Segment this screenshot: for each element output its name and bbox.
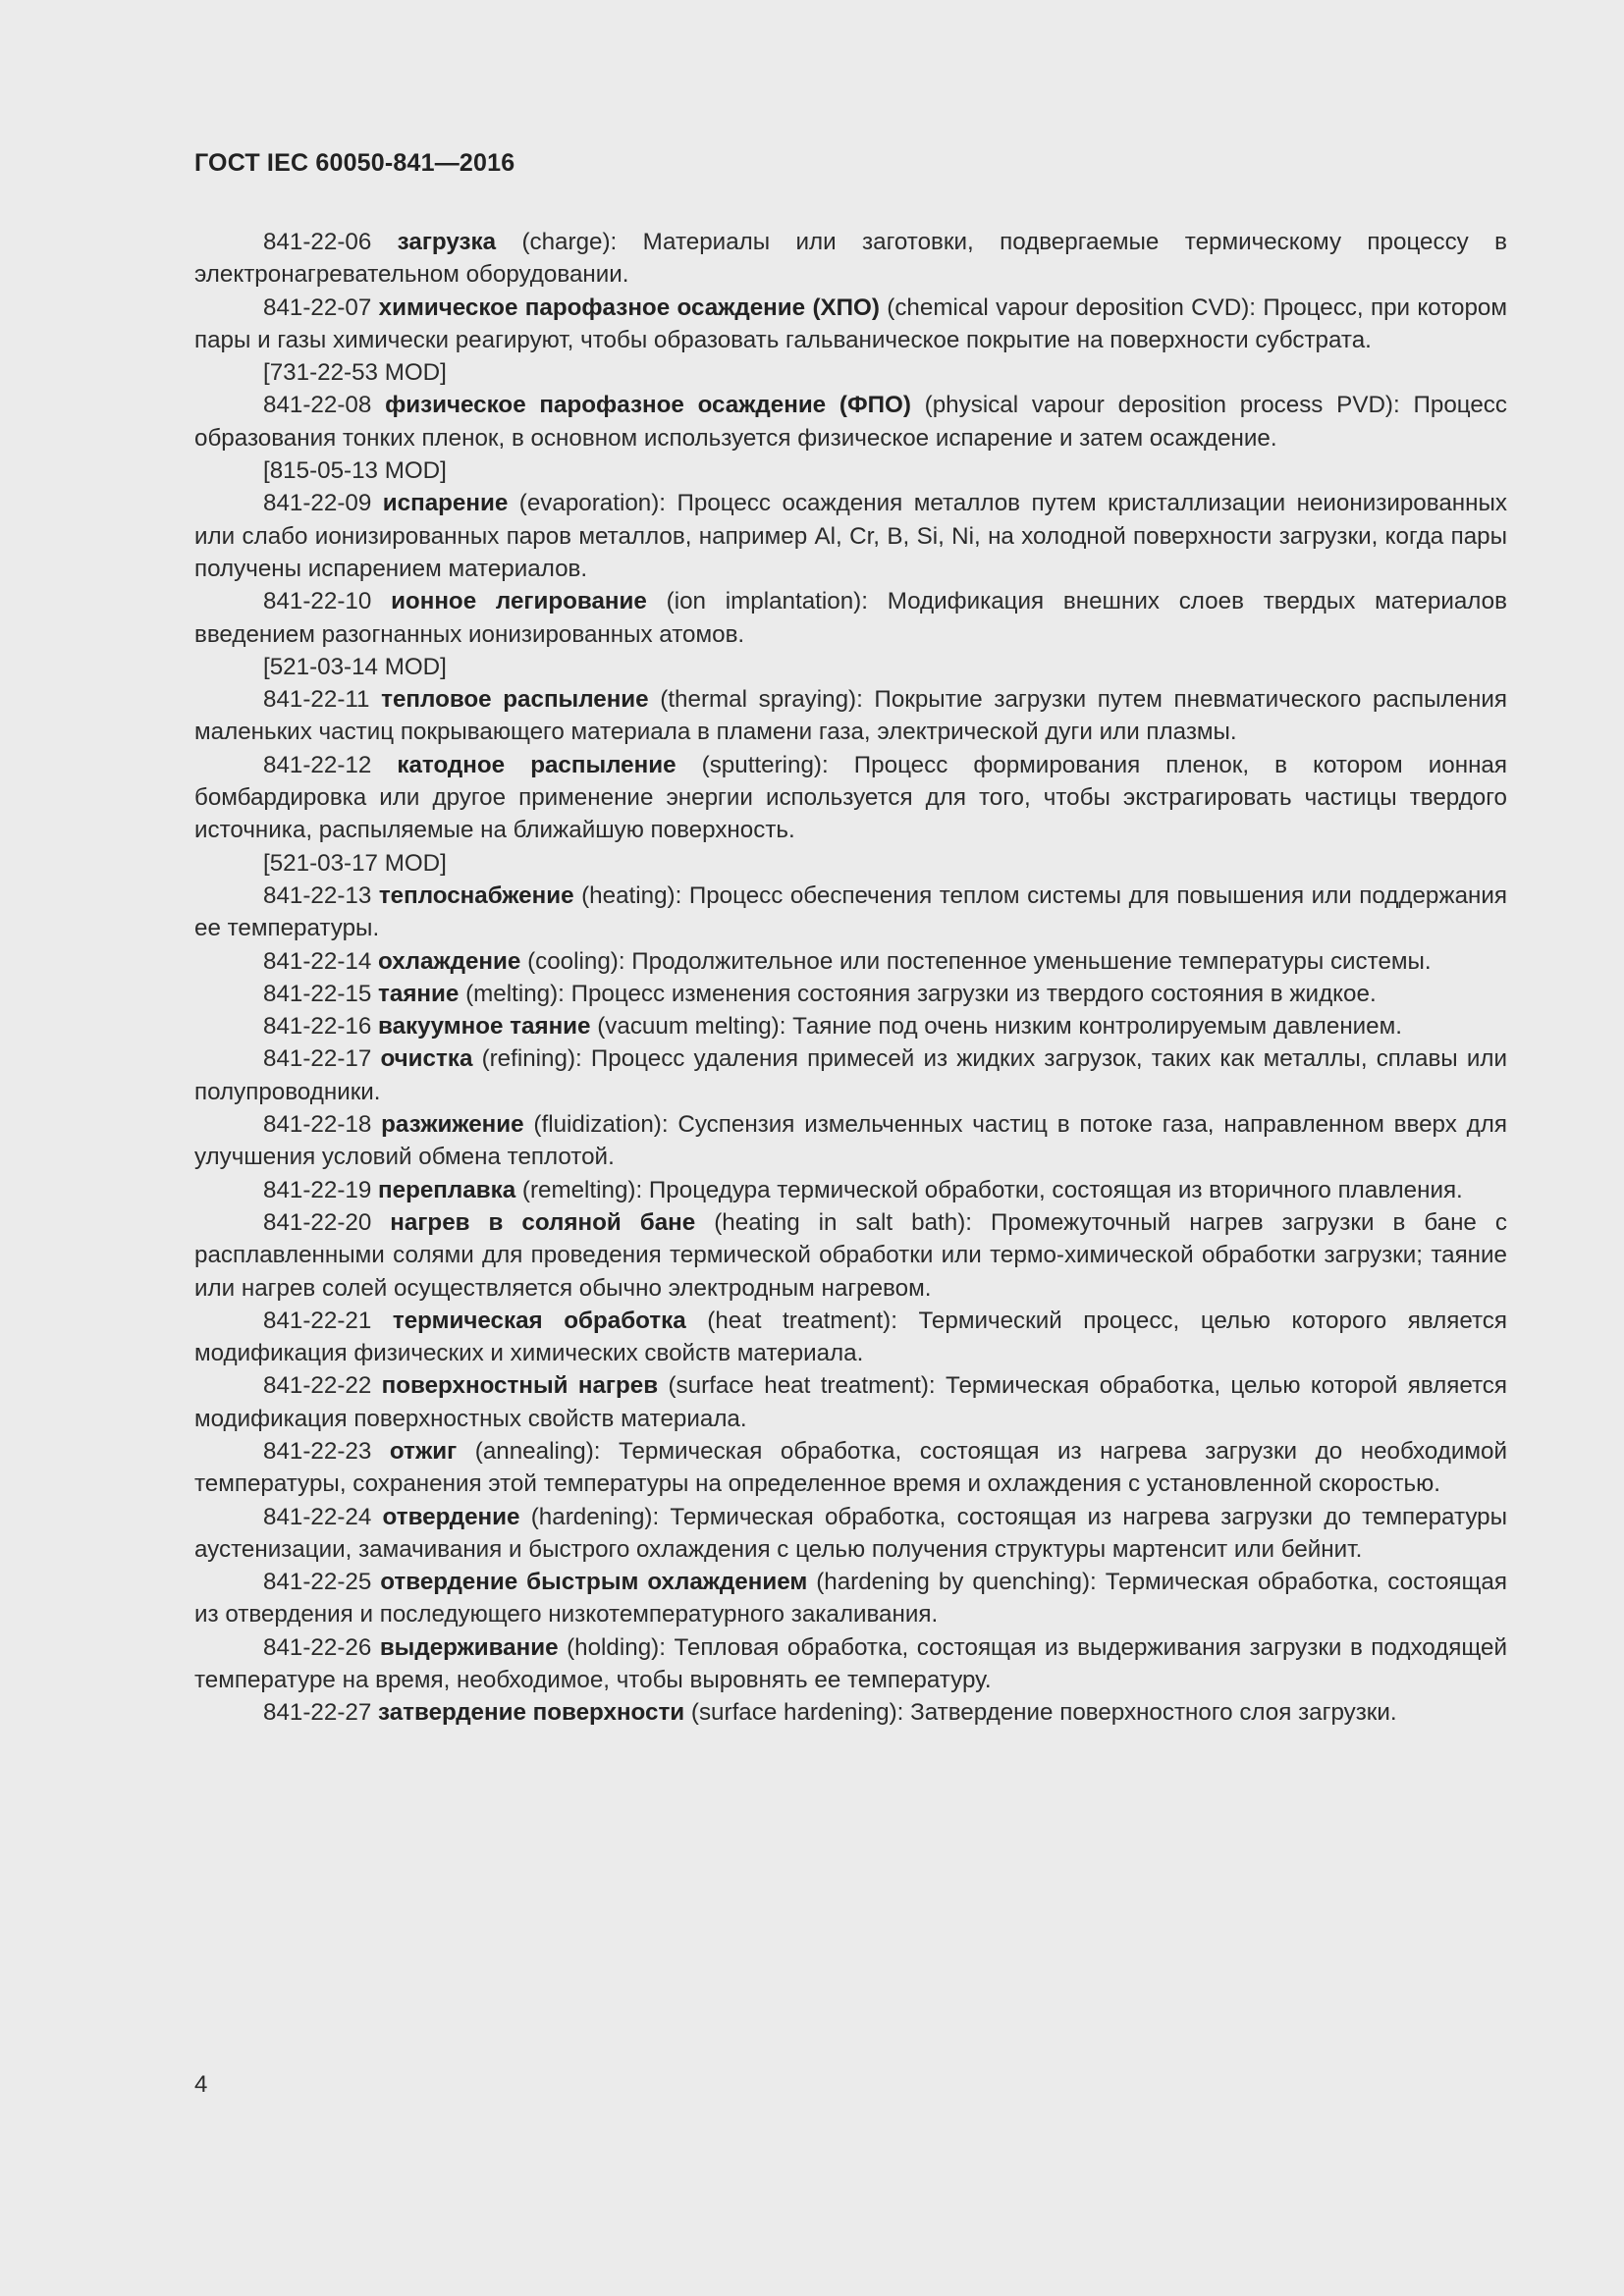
glossary-entry	[194, 1435, 1507, 1501]
entry-code: 841-22-26	[263, 1633, 372, 1661]
entry-term: химическое парофазное осаждение (ХПО)	[378, 294, 880, 321]
glossary-entry	[194, 1108, 1507, 1174]
entry-definition: (evaporation): Процесс осаждения металлов путем кристаллизации неионизированных или слабо ионизированных паров металлов, например Al, Cr, B, Si, Ni, на холодной поверхности загрузки, когда пары получены испарением материалов.	[194, 490, 1507, 582]
glossary-entry	[194, 978, 1507, 1010]
entry-definition: (heating): Процесс обеспечения теплом системы для повышения или поддержания ее температуры.	[194, 881, 1507, 942]
glossary-entry	[194, 1010, 1507, 1042]
entry-code: 841-22-27	[263, 1699, 372, 1727]
entry-definition: (surface hardening): Затвердение поверхностного слоя загрузки.	[684, 1699, 1397, 1727]
entry-code: 841-22-08	[263, 392, 372, 419]
glossary-entry	[194, 1042, 1507, 1108]
entry-definition: (heat treatment): Термический процесс, целью которого является модификация физических и химических свойств материала.	[194, 1307, 1507, 1367]
entry-definition: (charge): Материалы или заготовки, подвергаемые термическому процессу в электронагревательном оборудовании.	[194, 229, 1507, 289]
entry-term: поверхностный нагрев	[381, 1372, 659, 1400]
entry-code: [521-03-17 MOD]	[263, 849, 447, 877]
entry-term: таяние	[378, 980, 460, 1007]
entry-term: испарение	[382, 490, 509, 517]
entry-code: 841-22-22	[263, 1372, 372, 1400]
entry-code: 841-22-23	[263, 1437, 372, 1465]
glossary-entry	[194, 389, 1507, 454]
entry-code: 841-22-21	[263, 1307, 372, 1334]
entry-term: затвердение поверхности	[378, 1699, 685, 1727]
glossary-entry	[194, 292, 1507, 357]
entry-definition: (annealing): Термическая обработка, состоящая из нагрева загрузки до необходимой температуры, сохранения этой температуры на определенное время и охлаждения с установленной скоростью.	[194, 1437, 1507, 1498]
entry-code: 841-22-09	[263, 490, 372, 517]
entry-definition: (vacuum melting): Таяние под очень низким контролируемым давлением.	[590, 1013, 1402, 1041]
glossary-entry	[194, 1174, 1507, 1206]
entry-term: загрузка	[397, 229, 497, 255]
glossary-entry	[194, 1369, 1507, 1435]
entry-code: [815-05-13 MOD]	[263, 457, 447, 485]
entry-code: 841-22-17	[263, 1045, 372, 1073]
entry-term: отвердение быстрым охлаждением	[380, 1569, 808, 1596]
source-reference	[194, 847, 1507, 880]
entry-definition: (surface heat treatment): Термическая обработка, целью которой является модификация поверхностных свойств материала.	[194, 1372, 1507, 1432]
glossary-entry	[194, 487, 1507, 585]
entry-term: переплавка	[378, 1176, 516, 1203]
entry-term: очистка	[380, 1045, 473, 1073]
entry-term: выдерживание	[379, 1633, 559, 1661]
document-header: ГОСТ IEC 60050-841—2016	[194, 149, 515, 177]
entry-definition: (cooling): Продолжительное или постепенное уменьшение температуры системы.	[520, 947, 1432, 975]
entry-term: вакуумное таяние	[378, 1013, 591, 1041]
entry-code: 841-22-10	[263, 588, 372, 615]
entry-term: отвердение	[382, 1503, 520, 1530]
entry-definition: (physical vapour deposition process PVD): Процесс образования тонких пленок, в основном используется физическое испарение и затем осаждение.	[194, 392, 1507, 452]
entry-code: 841-22-06	[263, 229, 372, 255]
entry-term: отжиг	[389, 1437, 458, 1465]
glossary-entry	[194, 749, 1507, 847]
entry-code: 841-22-24	[263, 1503, 372, 1530]
glossary-entry	[194, 585, 1507, 651]
entry-code: 841-22-12	[263, 751, 372, 778]
entry-definition: (melting): Процесс изменения состояния загрузки из твердого состояния в жидкое.	[459, 980, 1377, 1007]
entry-code: 841-22-15	[263, 980, 372, 1007]
page-number: 4	[194, 2071, 208, 2098]
entry-code: 841-22-18	[263, 1111, 372, 1139]
glossary-entry	[194, 683, 1507, 749]
entry-term: катодное распыление	[397, 751, 677, 778]
entry-definition: (sputtering): Процесс формирования пленок, в котором ионная бомбардировка или другое применение энергии используется для того, чтобы экстрагировать частицы твердого источника, распыляемые на ближайшую поверхность.	[194, 751, 1507, 844]
entry-code: 841-22-13	[263, 881, 372, 909]
entry-definition: (chemical vapour deposition CVD): Процесс, при котором пары и газы химически реагируют, чтобы образовать гальваническое покрытие на поверхности субстрата.	[194, 294, 1507, 353]
entry-code: 841-22-25	[263, 1569, 372, 1596]
entry-code: 841-22-14	[263, 947, 372, 975]
entry-definition: (heating in salt bath): Промежуточный нагрев загрузки в бане с расплавленными солями для проведения термической обработки или термо-химической обработки загрузки; таяние или нагрев солей осуществляется обычно электродным нагревом.	[194, 1208, 1507, 1302]
entry-definition: (hardening): Термическая обработка, состоящая из нагрева загрузки до температуры аустенизации, замачивания и быстрого охлаждения с целью получения структуры мартенсит или бейнит.	[194, 1503, 1507, 1563]
glossary-entry	[194, 1206, 1507, 1305]
entry-term: физическое парофазное осаждение (ФПО)	[385, 392, 911, 419]
source-reference	[194, 651, 1507, 683]
entry-term: разжижение	[381, 1111, 524, 1139]
entry-code: 841-22-11	[263, 686, 370, 714]
entry-definition: (fluidization): Суспензия измельченных частиц в потоке газа, направленном вверх для улучшения условий обмена теплотой.	[194, 1111, 1507, 1171]
entry-term: теплоснабжение	[378, 881, 574, 909]
glossary-entry	[194, 1566, 1507, 1631]
entry-term: термическая обработка	[392, 1307, 686, 1334]
entry-code: 841-22-19	[263, 1176, 372, 1203]
source-reference	[194, 454, 1507, 487]
entry-definition: (remelting): Процедура термической обработки, состоящая из вторичного плавления.	[515, 1176, 1463, 1203]
entry-code: [731-22-53 MOD]	[263, 359, 447, 387]
glossary-entry	[194, 945, 1507, 978]
entry-code: [521-03-14 MOD]	[263, 653, 447, 680]
glossary-entry	[194, 226, 1507, 292]
entry-definition: (holding): Тепловая обработка, состоящая из выдерживания загрузки в подходящей температуре на время, необходимое, чтобы выровнять ее температуру.	[194, 1633, 1507, 1694]
glossary-entry	[194, 1631, 1507, 1697]
entry-term: тепловое распыление	[381, 686, 649, 714]
entry-term: нагрев в соляной бане	[390, 1208, 696, 1236]
entry-term: охлаждение	[378, 947, 521, 975]
glossary-body	[194, 226, 1507, 1730]
glossary-entry	[194, 1696, 1507, 1729]
entry-definition: (thermal spraying): Покрытие загрузки путем пневматического распыления маленьких частиц покрывающего материала в пламени газа, электрической дуги или плазмы.	[194, 686, 1507, 746]
entry-definition: (ion implantation): Модификация внешних слоев твердых материалов введением разогнанных ионизированных атомов.	[194, 588, 1507, 648]
glossary-entry	[194, 1501, 1507, 1567]
glossary-entry	[194, 1305, 1507, 1370]
source-reference	[194, 356, 1507, 389]
entry-term: ионное легирование	[391, 588, 647, 615]
entry-code: 841-22-20	[263, 1208, 372, 1236]
entry-definition: (refining): Процесс удаления примесей из жидких загрузок, таких как металлы, сплавы или полупроводники.	[194, 1045, 1507, 1105]
entry-definition: (hardening by quenching): Термическая обработка, состоящая из отвердения и последующего низкотемпературного закаливания.	[194, 1569, 1507, 1629]
entry-code: 841-22-16	[263, 1013, 372, 1041]
entry-code: 841-22-07	[263, 294, 372, 321]
glossary-entry	[194, 880, 1507, 945]
